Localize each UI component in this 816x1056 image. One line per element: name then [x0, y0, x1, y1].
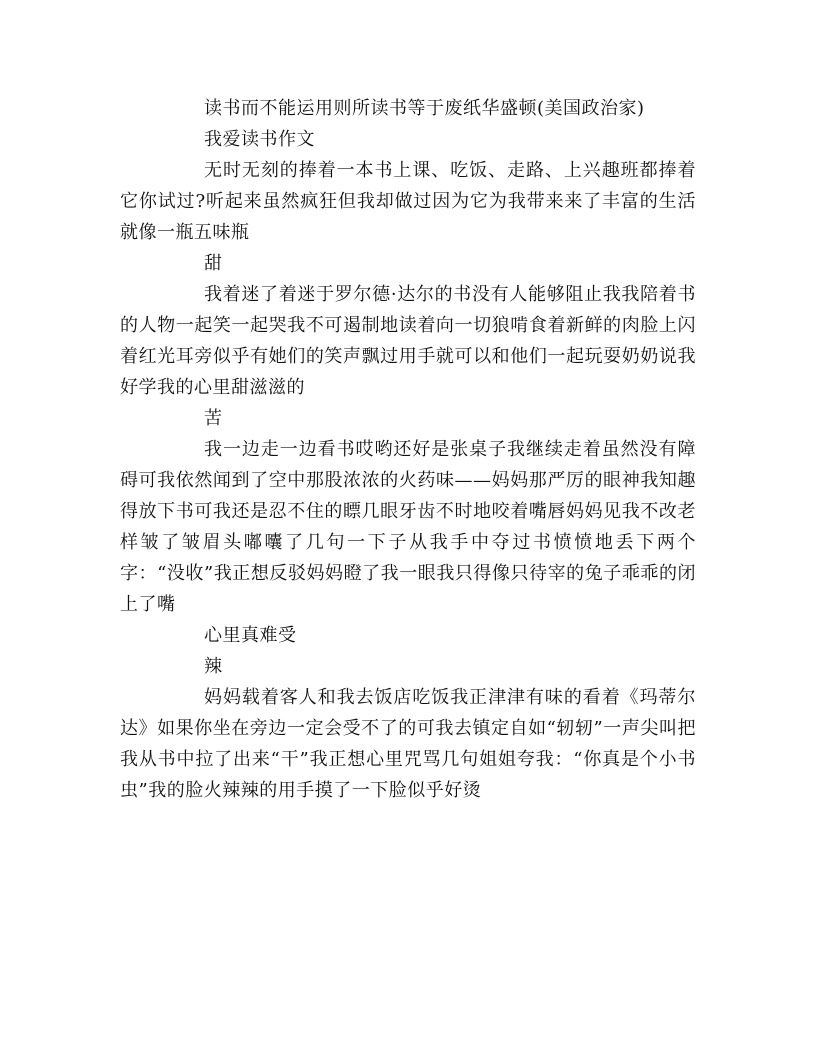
bitter-paragraph: 我一边走一边看书哎哟还好是张桌子我继续走着虽然没有障碍可我依然闻到了空中那股浓浓的火药味——妈妈那严厉的眼神我知趣得放下书可我还是忍不住的瞟几眼牙齿不时地咬着嘴唇妈妈见我不改老样皱了皱眉头嘟囔了几句一下子从我手中夺过书愤愤地丢下两个字：“没收”我正想反驳妈妈瞪了我一眼我只得像只待宰的兔子乖乖的闭上了嘴 — [120, 439, 696, 615]
spicy-paragraph: 妈妈载着客人和我去饭店吃饭我正津津有味的看着《玛蒂尔达》如果你坐在旁边一定会受不了的可我去镇定自如“轫轫”一声尖叫把我从书中拉了出来“干”我正想心里咒骂几句姐姐夸我：“你真是个小书虫”我的脸火辣辣的用手摸了一下脸似乎好烫 — [120, 687, 696, 801]
essay-title: 我爱读书作文 — [204, 129, 315, 150]
section-heading-spicy: 辣 — [204, 656, 223, 677]
section-heading-bitter: 苦 — [204, 408, 223, 429]
bitter-conclusion: 心里真难受 — [204, 625, 297, 646]
sweet-paragraph: 我着迷了着迷于罗尔德·达尔的书没有人能够阻止我我陪着书的人物一起笑一起哭我不可遏制地读着向一切狼啃食着新鲜的肉脸上闪着红光耳旁似乎有她们的笑声飘过用手就可以和他们一起玩耍奶奶说我好学我的心里甜滋滋的 — [120, 284, 696, 398]
document-body — [120, 93, 696, 806]
intro-paragraph: 无时无刻的捧着一本书上课、吃饭、走路、上兴趣班都捧着它你试过?听起来虽然疯狂但我却做过因为它为我带来来了丰富的生活就像一瓶五味瓶 — [120, 160, 696, 243]
section-heading-sweet: 甜 — [204, 253, 223, 274]
quote-paragraph: 读书而不能运用则所读书等于废纸华盛顿(美国政治家) — [204, 98, 645, 119]
